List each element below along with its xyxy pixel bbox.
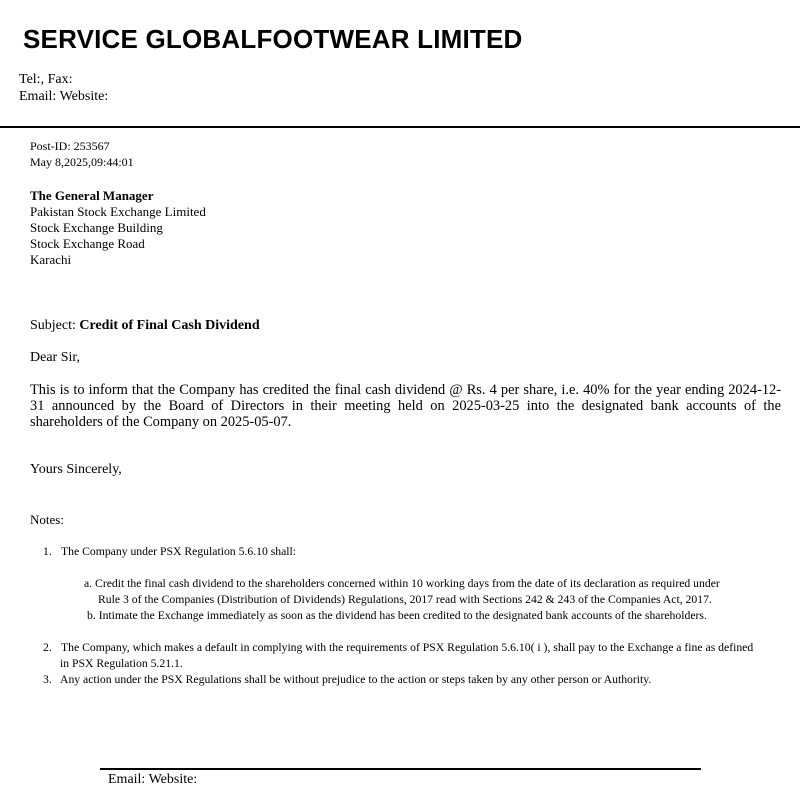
recipient-line: Karachi: [30, 252, 72, 267]
salutation: Dear Sir,: [30, 350, 80, 365]
note-number: 2.: [43, 641, 52, 654]
header-contact-line: Tel:, Fax:: [19, 72, 73, 87]
post-id: Post-ID: 253567: [30, 139, 110, 153]
company-name: SERVICE GLOBALFOOTWEAR LIMITED: [23, 24, 523, 54]
recipient-line: Stock Exchange Building: [30, 220, 163, 235]
subject-text: Credit of Final Cash Dividend: [79, 318, 260, 333]
subject-label: Subject:: [30, 318, 76, 333]
footer-divider: [100, 768, 701, 770]
note-item-2-line2: in PSX Regulation 5.21.1.: [60, 657, 183, 670]
note-item-3: Any action under the PSX Regulations shall be without prejudice to the action or steps taken by any other person or Authority.: [60, 673, 652, 686]
closing: Yours Sincerely,: [30, 462, 122, 477]
note-sub-a-line1: a. Credit the final cash dividend to the shareholders concerned within 10 working days from the date of its declaration as required under: [84, 577, 720, 590]
note-item-2-line1: The Company, which makes a default in complying with the requirements of PSX Regulation 5.6.10( i ), shall pay to the Exchange a fine as defined: [61, 641, 754, 654]
header-divider: [0, 126, 800, 128]
recipient-title: The General Manager: [30, 188, 154, 203]
note-sub-a-line2: Rule 3 of the Companies (Distribution of Dividends) Regulations, 2017 read with Sections 242 & 243 of the Companies Act, 2017.: [98, 593, 712, 606]
recipient-line: Pakistan Stock Exchange Limited: [30, 204, 206, 219]
footer-web-line: Email: Website:: [108, 772, 198, 787]
recipient-line: Stock Exchange Road: [30, 236, 145, 251]
notes-title: Notes:: [30, 512, 64, 527]
body-paragraph: This is to inform that the Company has credited the final cash dividend @ Rs. 4 per share, i.e. 40% for the year ending 2024-12-31 announced by the Board of Directors in their meeting held on 2025-03-25 into the designated bank accounts of the shareholders of the Company on 2025-05-07.: [30, 382, 781, 430]
note-number: 3.: [43, 673, 52, 686]
subject-line: [30, 318, 260, 334]
header-web-line: Email: Website:: [19, 89, 109, 104]
note-sub-b: b. Intimate the Exchange immediately as soon as the dividend has been credited to the designated bank accounts of the shareholders.: [87, 609, 707, 622]
note-number: 1.: [43, 545, 52, 558]
note-item-1: The Company under PSX Regulation 5.6.10 shall:: [61, 545, 297, 558]
post-datetime: May 8,2025,09:44:01: [30, 155, 134, 169]
